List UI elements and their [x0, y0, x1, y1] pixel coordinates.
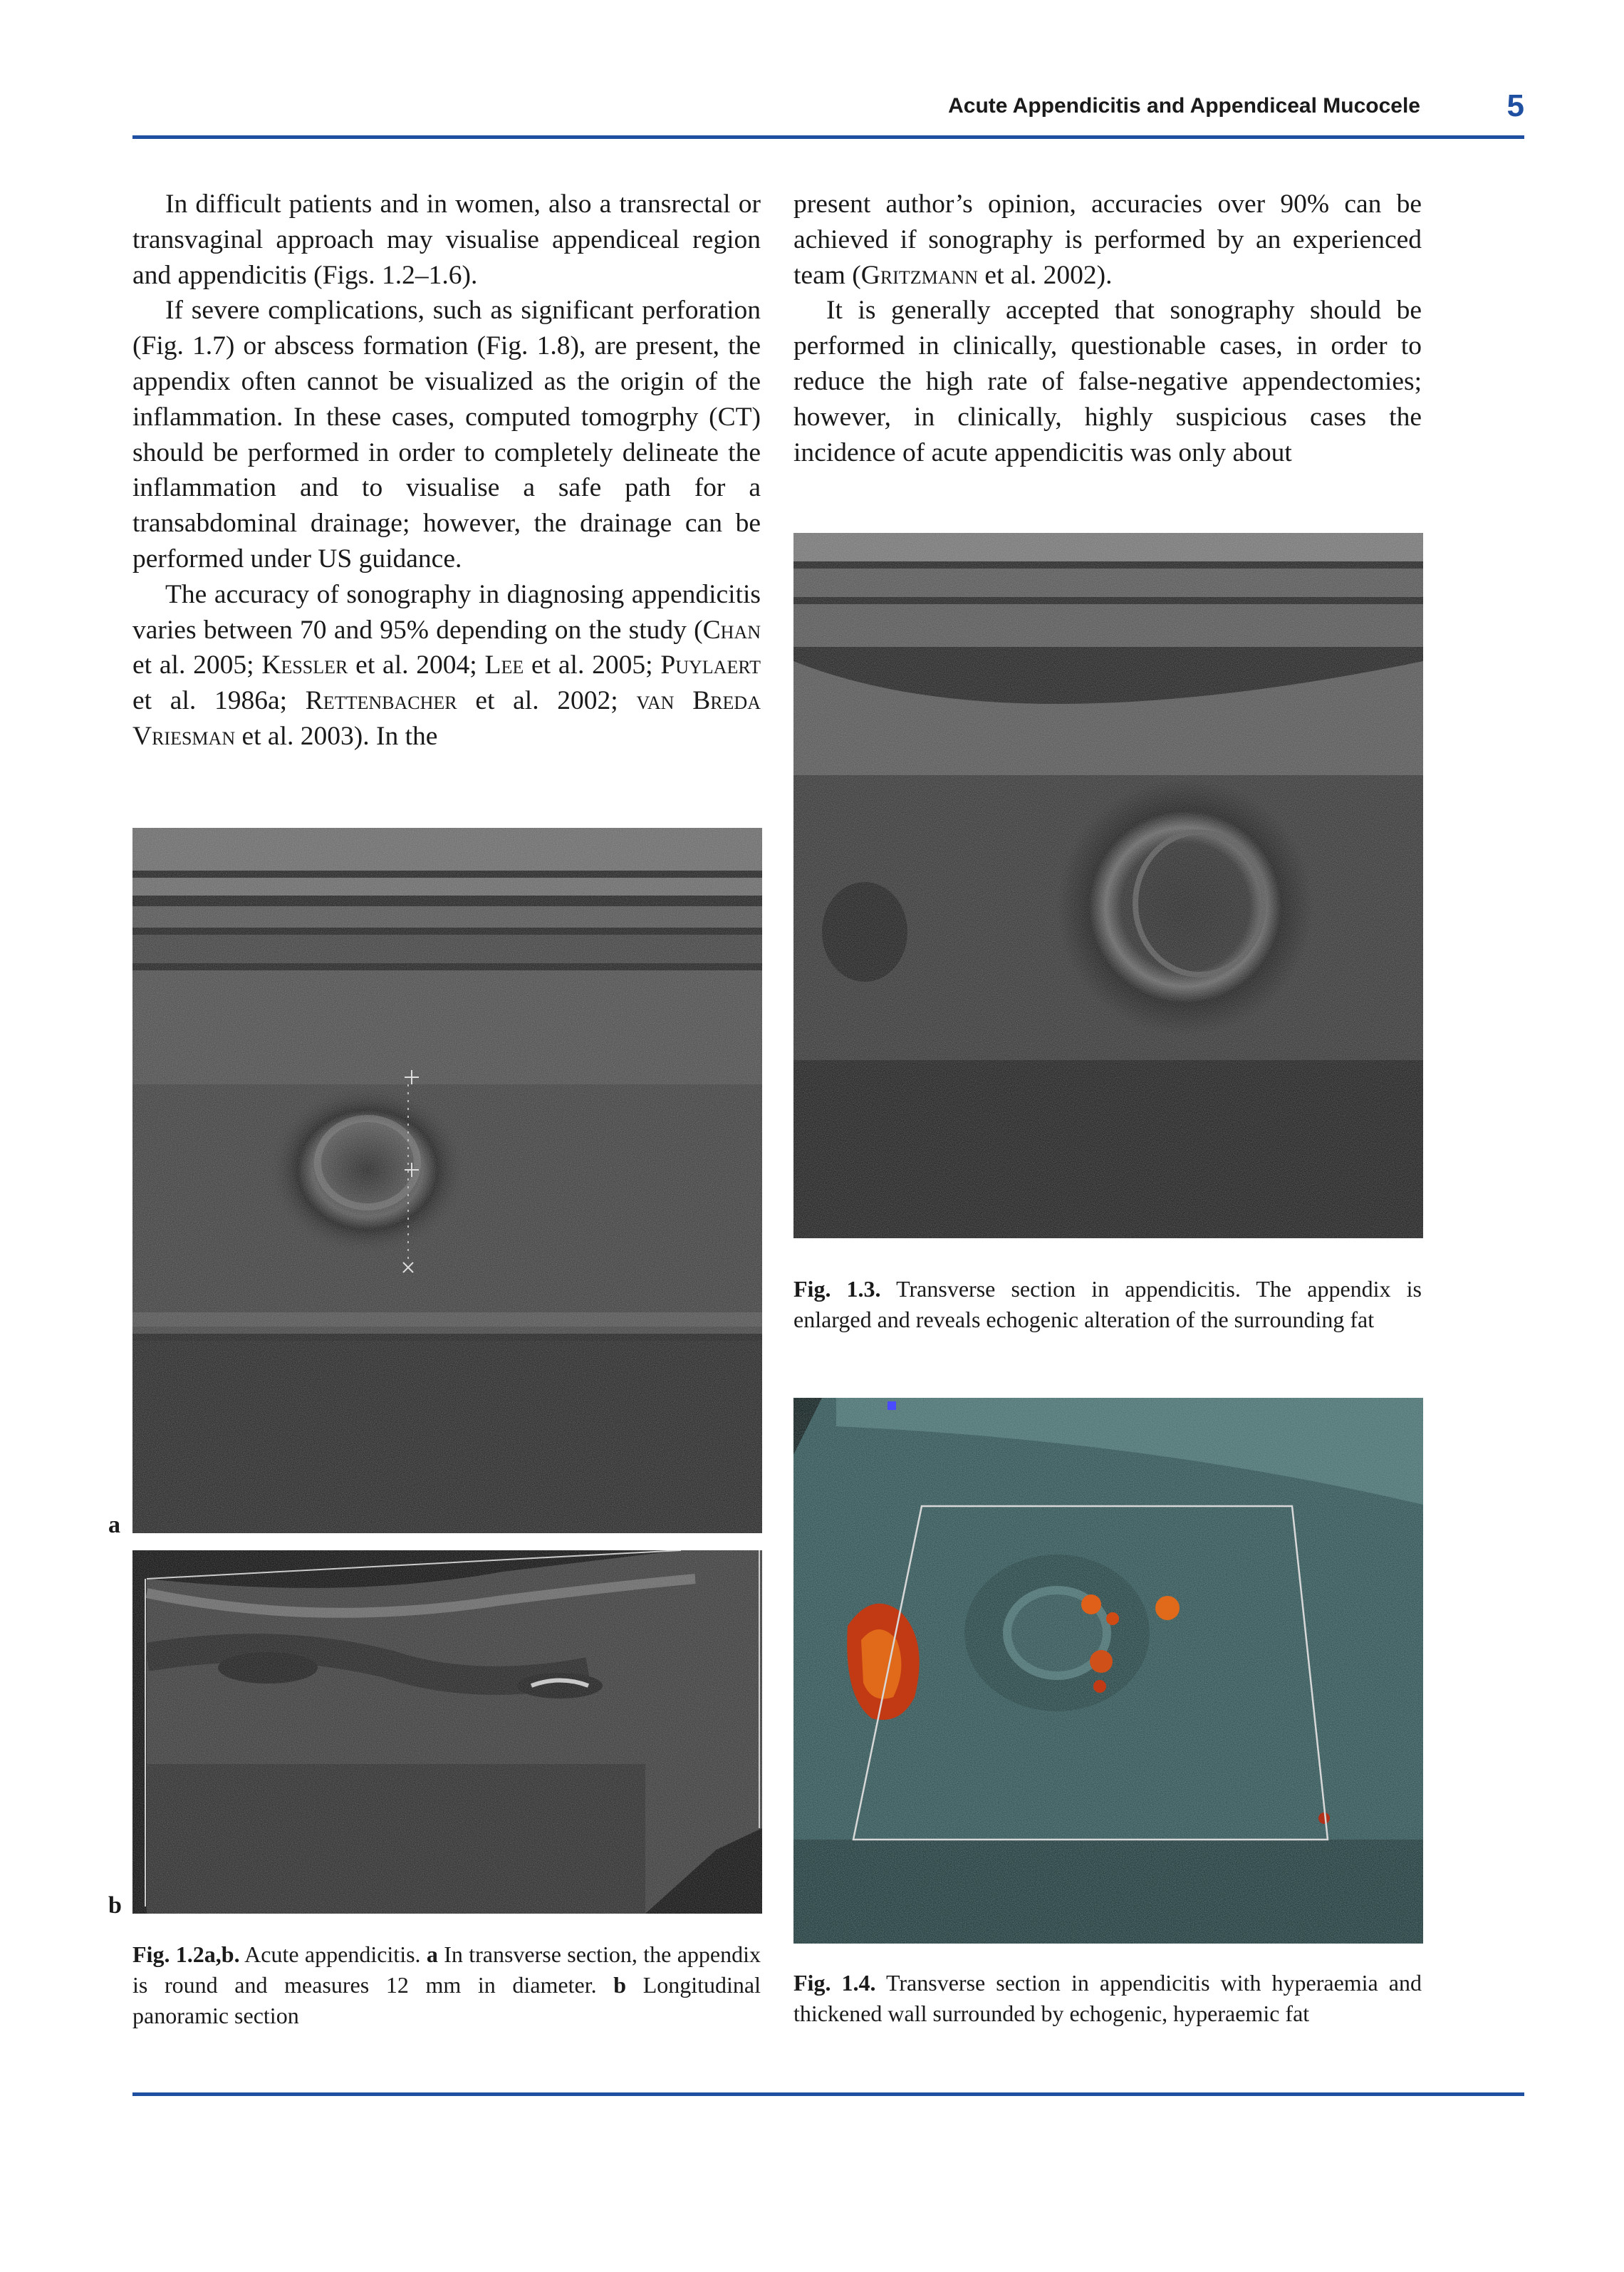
citation-text: et al. 2005;	[132, 650, 262, 680]
caption-panel-ref: b	[613, 1972, 627, 1998]
citation-text: et al. 2002).	[978, 260, 1113, 290]
citation-text: et al. 1986a;	[132, 686, 306, 716]
paragraph: In difficult patients and in women, also a transrectal or transvaginal approach may visualise appendiceal region and appendicitis (Figs. 1.2–1.6).	[132, 190, 761, 290]
figure-caption-fig12	[132, 1939, 761, 2031]
paragraph: If severe complications, such as significant perforation (Fig. 1.7) or abscess formation (Fig. 1.8), are present, the appendix often cannot be visualized as the origin of the inflammation. In these cases, computed tomogrphy (CT) should be performed in order to completely delineate the inflammation and to visualise a safe path for a transabdominal drainage; however, the drainage can be performed under US guidance.	[132, 296, 761, 574]
caption-text: Transverse section in appendicitis. The appendix is enlarged and reveals echogenic alteration of the surrounding fat	[793, 1276, 1422, 1332]
citation-author: Rettenbacher	[305, 686, 457, 716]
figure-caption-fig14	[793, 1968, 1422, 2029]
panel-label-a: a	[108, 1512, 120, 1538]
citation-author: Lee	[484, 650, 524, 680]
citation-author: van Breda Vriesman	[132, 686, 761, 751]
citation-text: et al. 2005;	[524, 650, 661, 680]
caption-label: Fig. 1.3.	[793, 1276, 881, 1302]
citation-text: et al. 2004;	[348, 650, 485, 680]
paragraph	[793, 187, 1422, 293]
ultrasound-image-fig12a	[132, 828, 762, 1533]
citation-author: Gritzmann	[860, 260, 979, 290]
right-text-column	[793, 187, 1422, 470]
caption-text: Acute appendicitis.	[239, 1941, 427, 1967]
citation-author: Puylaert	[660, 650, 761, 680]
left-text-column	[132, 187, 761, 754]
citation-text: et al. 2002;	[457, 686, 637, 716]
running-title: Acute Appendicitis and Appendiceal Mucocele	[948, 94, 1420, 118]
caption-panel-ref: a	[426, 1941, 438, 1967]
ultrasound-image-fig12b	[132, 1550, 762, 1914]
paragraph-text: present author’s opinion, accuracies over 90% can be achieved if sonography is performed by an experienced team (	[793, 190, 1422, 290]
page-number: 5	[1506, 88, 1524, 123]
footer-rule	[132, 2092, 1524, 2096]
figure-caption-fig13	[793, 1274, 1422, 1335]
paragraph	[132, 577, 761, 754]
ultrasound-image-fig13	[793, 533, 1423, 1238]
doppler-image-fig14	[793, 1398, 1423, 1944]
citation-author: Kessler	[261, 650, 348, 680]
citation-author: Chan	[702, 615, 761, 645]
caption-label: Fig. 1.2a,b.	[132, 1941, 240, 1967]
paragraph: It is generally accepted that sonography should be performed in clinically, questionable cases, in order to reduce the high rate of false-negative appendectomies; however, in clinically, highly suspicious cases the incidence of acute appendicitis was only about	[793, 296, 1422, 467]
caption-text: Longitudinal panoramic section	[132, 1972, 761, 2028]
running-header	[132, 90, 1524, 139]
caption-text: In transverse section, the appendix is round and measures 12 mm in diameter.	[132, 1941, 761, 1998]
paragraph-text: The accuracy of sonography in diagnosing appendicitis varies between 70 and 95% depending on the study (	[132, 579, 761, 645]
caption-label: Fig. 1.4.	[793, 1970, 876, 1996]
caption-text: Transverse section in appendicitis with hyperaemia and thickened wall surrounded by echogenic, hyperaemic fat	[793, 1970, 1422, 2026]
citation-text: et al. 2003). In the	[235, 721, 438, 751]
panel-label-b: b	[108, 1892, 122, 1919]
